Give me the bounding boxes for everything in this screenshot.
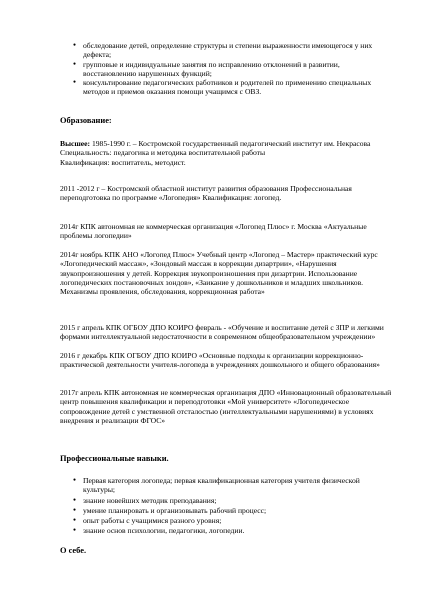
list-item: ● Первая категория логопеда; первая квалификационная категория учителя физической культуры; bbox=[73, 476, 373, 495]
about-heading: О себе. bbox=[60, 546, 87, 555]
education-heading: Образование: bbox=[60, 116, 112, 125]
education-block-2011: 2011 -2012 г – Костромской областной институт развития образования Профессиональная переподготовка по программе «Логопедия» Квалификация: логопед. bbox=[60, 184, 352, 203]
list-item: ● умение планировать и организовывать рабочий процесс; bbox=[73, 506, 373, 515]
education-block-2017: 2017г апрель КПК автономная не коммерческая организация ДПО «Инновационный образовательный центр повышения квалификации и переподготовки «Мой университет» «Логопедическое сопровождение детей с умственной отсталостью (интеллектуальными нарушениями) в условиях внедрения и реализации ФГОС» bbox=[60, 388, 392, 425]
higher-text: 1985-1990 г. – Костромской государственный педагогический институт им. Некрасова bbox=[90, 139, 371, 148]
list-item: ● консультирование педагогических работников и родителей по применению специальных методов и приемов оказания помощи учащимся с ОВЗ. bbox=[73, 78, 393, 97]
education-block-2014-nov: 2014г ноябрь КПК АНО «Логопед Плюс» Учебный центр «Логопед – Мастер» практический курс «Логопедический массаж», «Зондовый массаж в коррекции дизартрии», «Нарушения звукопроизношения у детей. Коррекция звукопроизношения при дизартрии. Использование логопедических постановочных зондов», «Заикание у дошкольников и младших школьников. Механизмы проявления, обследования, коррекционная работа» bbox=[60, 250, 378, 297]
education-block-2014: 2014г КПК автономная не коммерческая организация «Логопед Плюс» г. Москва «Актуальные проблемы логопедии» bbox=[60, 222, 367, 241]
list-item: ● опыт работы с учащимися разного уровня; bbox=[73, 516, 373, 525]
skills-heading: Профессиональные навыки. bbox=[60, 454, 169, 463]
education-block-2016: 2016 г декабрь КПК ОГБОУ ДПО КОИРО «Основные подходы к организации коррекционно- практической деятельности учителя-логопеда в учреждениях дошкольного и общего образования» bbox=[60, 351, 380, 370]
skills-list bbox=[73, 476, 373, 537]
duties-list bbox=[73, 41, 393, 97]
education-higher-line bbox=[60, 139, 398, 148]
list-item: ● обследование детей, определение структуры и степени выраженности имеющегося у них дефекта; bbox=[73, 41, 393, 60]
education-block-2015: 2015 г апрель КПК ОГБОУ ДПО КОИРО февраль - «Обучение и воспитание детей с ЗПР и легкими формами интеллектуальной недостаточности в современном общеобразовательном учреждении» bbox=[60, 323, 384, 342]
higher-specialty: Специальность: педагогика и методика воспитательной работы bbox=[60, 148, 266, 158]
education-higher bbox=[60, 139, 398, 167]
higher-label: Высшее: bbox=[60, 139, 91, 148]
higher-qualification: Квалификация: воспитатель, методист. bbox=[60, 157, 186, 167]
list-item: ● групповые и индивидуальные занятия по исправлению отклонений в развитии, восстановлению нарушенных функций; bbox=[73, 60, 393, 79]
list-item: ● знание основ психологии, педагогики, логопедии. bbox=[73, 526, 373, 535]
list-item: ● знание новейших методик преподавания; bbox=[73, 496, 373, 505]
